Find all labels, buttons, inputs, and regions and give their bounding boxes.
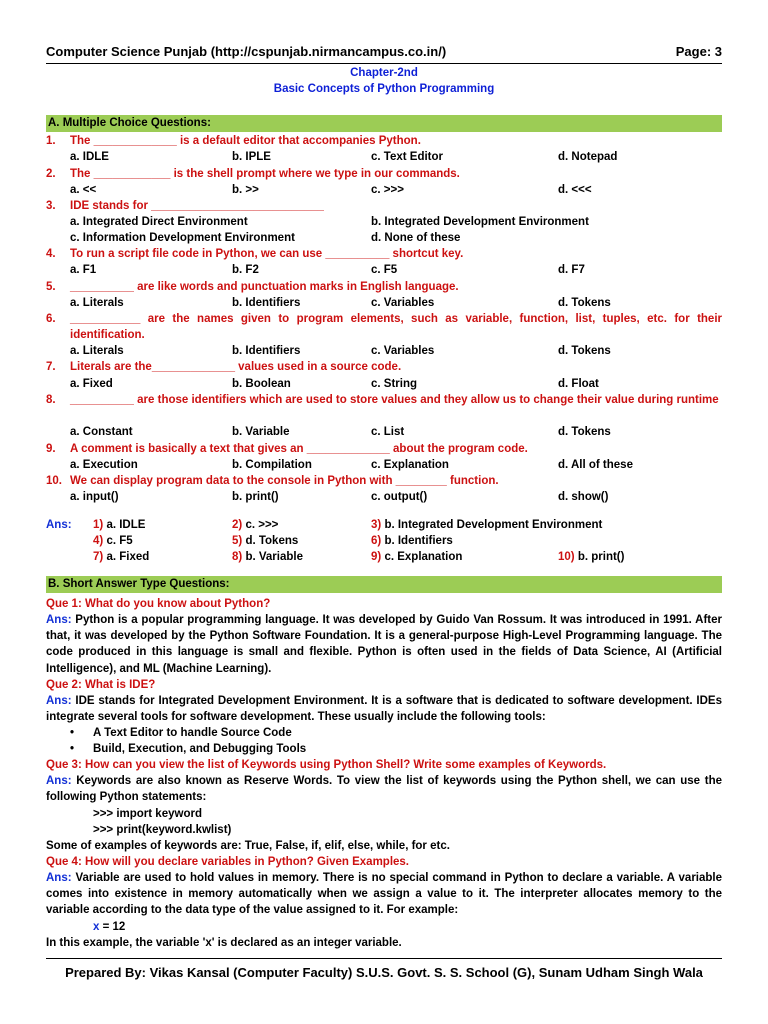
question-number: 9. <box>46 443 56 455</box>
mcq-option: c. Information Development Environment <box>70 232 295 244</box>
answer-key-item <box>93 533 133 549</box>
mcq-option: b. Identifiers <box>232 345 301 357</box>
answer-2-text: IDE stands for Integrated Development Environment. It is a software that is dedicated to software development. IDEs integrate several tools for software development. These usually include the following tools: <box>46 695 723 724</box>
answer-4-text: Variable are used to hold values in memory. There is no special command in Python to declare a variable. A variable comes into existence in memory automatically when we assign a value to it. The interpreter allocates memory to the variable according to the data type of the value assigned to it. For example: <box>46 872 723 917</box>
answer-3-examples: Some of examples of keywords are: True, False, if, elif, else, while, for etc. <box>46 840 450 852</box>
mcq-option: a. << <box>70 184 97 196</box>
answer-key-item <box>232 533 298 549</box>
answer-label: Ans: <box>46 614 72 626</box>
answer-key-number: 7) <box>93 551 104 563</box>
question-number: 4. <box>46 248 56 260</box>
header-title: Computer Science Punjab (http://cspunjab.nirmancampus.co.in/) <box>46 44 447 59</box>
answer-3-text: Keywords are also known as Reserve Words. To view the list of keywords using the Python shell, we can use the following Python statements: <box>46 775 722 804</box>
answer-key-number: 6) <box>371 535 382 547</box>
mcq-option: a. Literals <box>70 297 124 309</box>
answer-key-value: b. Integrated Development Environment <box>384 519 603 531</box>
question-1: Que 1: What do you know about Python? <box>46 598 271 610</box>
question-text: The _____________ is a default editor that accompanies Python. <box>70 135 421 147</box>
bullet-icon: • <box>70 727 75 739</box>
mcq-option: b. F2 <box>232 264 259 276</box>
answer-key-item <box>232 517 278 533</box>
answer-key-number: 8) <box>232 551 243 563</box>
answer-key-number: 2) <box>232 519 243 531</box>
example-variable: x <box>93 921 100 933</box>
answer-label: Ans: <box>46 695 72 707</box>
answer-key-value: c. F5 <box>106 535 133 547</box>
question-text: IDE stands for ___________________________ <box>70 200 324 212</box>
answers-label: Ans: <box>46 519 72 531</box>
mcq-option: c. String <box>371 378 418 390</box>
mcq-option: b. print() <box>232 491 279 503</box>
mcq-option: a. Constant <box>70 426 133 438</box>
mcq-option: b. >> <box>232 184 259 196</box>
question-4: Que 4: How will you declare variables in Python? Given Examples. <box>46 856 410 868</box>
answer-key-value: b. Variable <box>245 551 303 563</box>
page-footer: Prepared By: Vikas Kansal (Computer Faculty) S.U.S. Govt. S. S. School (G), Sunam Udham Singh Wala <box>65 965 703 980</box>
answer-key-item <box>93 549 149 565</box>
mcq-option: a. Integrated Direct Environment <box>70 216 248 228</box>
mcq-option: b. Variable <box>232 426 290 438</box>
mcq-option: c. Text Editor <box>371 151 443 163</box>
bullet-icon: • <box>70 743 75 755</box>
answer-2 <box>46 693 722 725</box>
chapter-title: Basic Concepts of Python Programming <box>273 83 495 95</box>
mcq-option: c. F5 <box>371 264 398 276</box>
page-header <box>46 44 722 59</box>
question-3: Que 3: How can you view the list of Keywords using Python Shell? Write some examples of Keywords. <box>46 759 607 771</box>
mcq-option: c. >>> <box>371 184 404 196</box>
mcq-option: d. Tokens <box>558 345 611 357</box>
bullet-text: Build, Execution, and Debugging Tools <box>93 743 307 755</box>
mcq-option: b. Identifiers <box>232 297 301 309</box>
answer-key-value: c. >>> <box>245 519 279 531</box>
question-number: 7. <box>46 361 56 373</box>
mcq-option: a. IDLE <box>70 151 109 163</box>
mcq-option: a. Fixed <box>70 378 113 390</box>
answer-3 <box>46 773 722 805</box>
answer-key-value: a. Fixed <box>106 551 150 563</box>
question-number: 6. <box>46 313 56 325</box>
mcq-option: c. Variables <box>371 345 435 357</box>
mcq-option: a. F1 <box>70 264 97 276</box>
question-text: A comment is basically a text that gives an _____________ about the program code. <box>70 443 528 455</box>
question-text: __________ are like words and punctuation marks in English language. <box>70 281 459 293</box>
question-text: We can display program data to the console in Python with ________ function. <box>70 475 499 487</box>
answer-key-number: 1) <box>93 519 104 531</box>
mcq-option: a. Execution <box>70 459 138 471</box>
answer-key-number: 5) <box>232 535 243 547</box>
question-number: 1. <box>46 135 56 147</box>
mcq-option: d. Tokens <box>558 426 611 438</box>
mcq-option: c. output() <box>371 491 428 503</box>
mcq-option: d. All of these <box>558 459 633 471</box>
answer-key-value: c. Explanation <box>384 551 463 563</box>
mcq-option: b. Compilation <box>232 459 312 471</box>
section-a-heading: A. Multiple Choice Questions: <box>46 115 722 132</box>
answer-4-note: In this example, the variable 'x' is declared as an integer variable. <box>46 937 402 949</box>
question-number: 2. <box>46 168 56 180</box>
answer-key-item <box>371 533 453 549</box>
mcq-option: c. Explanation <box>371 459 449 471</box>
question-text: The ____________ is the shell prompt where we type in our commands. <box>70 168 460 180</box>
chapter-label: Chapter-2nd <box>350 67 418 79</box>
code-line: >>> import keyword <box>93 808 202 820</box>
question-2: Que 2: What is IDE? <box>46 679 156 691</box>
mcq-option: c. Variables <box>371 297 435 309</box>
question-number: 3. <box>46 200 56 212</box>
page-number: Page: 3 <box>675 44 722 59</box>
section-b-heading: B. Short Answer Type Questions: <box>46 576 722 593</box>
example-assignment: = 12 <box>99 921 126 933</box>
answer-1-text: Python is a popular programming language. It was developed by Guido Van Rossum. It was introduced in 1991. After that, it was developed by the Python Software Foundation. It is a general-purpose High-Level Programming language. The code produced in this language is small and flexible. Python is often used in the fields of Data Science, AI (Artificial Intelligence), and ML (Machine Learning). <box>46 614 722 675</box>
answer-4 <box>46 870 722 919</box>
question-text: ___________ are the names given to program elements, such as variable, function, list, tuples, etc. for their identification. <box>70 313 722 342</box>
question-number: 5. <box>46 281 56 293</box>
answer-key-item <box>558 549 624 565</box>
answer-key-item <box>93 517 145 533</box>
mcq-option: d. Notepad <box>558 151 618 163</box>
answer-key-number: 4) <box>93 535 104 547</box>
answer-1 <box>46 612 722 677</box>
bullet-item <box>70 741 306 757</box>
mcq-option: d. None of these <box>371 232 461 244</box>
question-number: 8. <box>46 394 56 406</box>
question-text: Literals are the_____________ values used in a source code. <box>70 361 402 373</box>
mcq-option: a. Literals <box>70 345 124 357</box>
mcq-option: d. Float <box>558 378 599 390</box>
mcq-option: d. F7 <box>558 264 585 276</box>
answer-key-item <box>371 517 602 533</box>
mcq-option: b. IPLE <box>232 151 271 163</box>
answer-key-number: 3) <box>371 519 382 531</box>
bullet-text: A Text Editor to handle Source Code <box>93 727 292 739</box>
answer-label: Ans: <box>46 775 72 787</box>
header-rule <box>46 63 722 64</box>
answer-key-number: 9) <box>371 551 382 563</box>
mcq-option: b. Integrated Development Environment <box>371 216 589 228</box>
mcq-option: a. input() <box>70 491 119 503</box>
mcq-option: d. <<< <box>558 184 592 196</box>
answer-key-value: a. IDLE <box>106 519 146 531</box>
question-text: To run a script file code in Python, we can use __________ shortcut key. <box>70 248 464 260</box>
answer-key-value: d. Tokens <box>245 535 299 547</box>
example-code <box>93 919 125 935</box>
answer-label: Ans: <box>46 872 72 884</box>
code-line: >>> print(keyword.kwlist) <box>93 824 232 836</box>
mcq-option: b. Boolean <box>232 378 291 390</box>
answer-key-number: 10) <box>558 551 575 563</box>
answer-key-value: b. print() <box>577 551 625 563</box>
footer-rule <box>46 958 722 959</box>
question-number: 10. <box>46 475 62 487</box>
bullet-item <box>70 725 292 741</box>
question-text: __________ are those identifiers which are used to store values and they allow us to change their value during runtime <box>70 394 719 406</box>
mcq-option: d. show() <box>558 491 609 503</box>
answer-key-item <box>232 549 303 565</box>
answer-key-value: b. Identifiers <box>384 535 453 547</box>
mcq-option: d. Tokens <box>558 297 611 309</box>
mcq-option: c. List <box>371 426 405 438</box>
answer-key-item <box>371 549 462 565</box>
